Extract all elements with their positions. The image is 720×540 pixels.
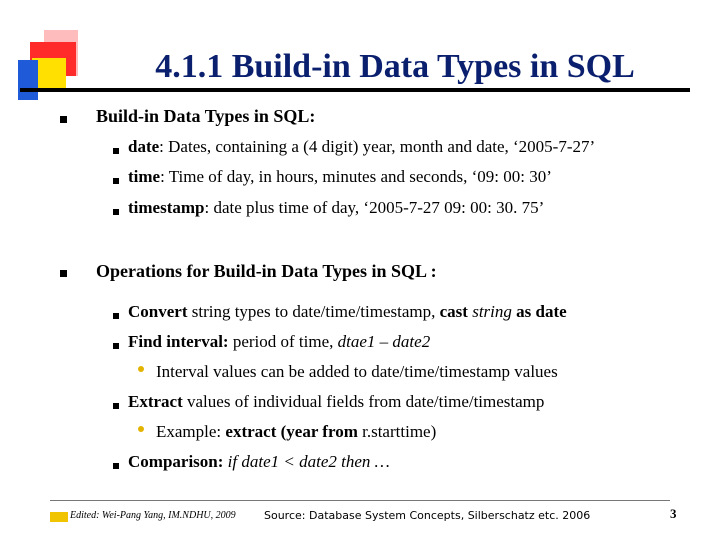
footer-author: Edited: Wei-Pang Yang, IM.NDHU, 2009 <box>70 510 236 521</box>
sub-code: extract (year from <box>225 422 363 441</box>
item-expression: if date1 < date2 then … <box>223 452 390 471</box>
item-text: : Dates, containing a (4 digit) year, month and date, ‘2005-7-27’ <box>159 137 596 156</box>
bullet-2-item-3 <box>128 392 544 412</box>
item-text: : date plus time of day, ‘2005-7-27 09: 00: 30. 75’ <box>204 198 545 217</box>
bullet-2-item-2 <box>128 332 430 352</box>
bullet-square-icon <box>60 270 67 277</box>
sub-bullet-square-icon <box>113 209 119 215</box>
bullet-2-item-3-sub <box>156 422 436 442</box>
bullet-2-item-4 <box>128 452 390 472</box>
bullet-1-item-2 <box>128 167 552 187</box>
dot-bullet-icon <box>138 366 144 372</box>
bullet-1-text: Build-in Data Types in SQL: <box>96 106 316 126</box>
item-term: date <box>128 137 160 156</box>
item-term: Find interval: <box>128 332 229 351</box>
corner-logo <box>0 0 90 100</box>
item-term: time <box>128 167 161 186</box>
item-keyword: cast <box>439 302 468 321</box>
page-number: 3 <box>670 506 677 521</box>
sub-bullet-square-icon <box>113 343 119 349</box>
sub-label: Example: <box>156 422 226 441</box>
sub-bullet-square-icon <box>113 313 119 319</box>
item-text: : Time of day, in hours, minutes and seconds, ‘09: 00: 30’ <box>160 167 552 186</box>
bullet-2-item-1 <box>128 302 567 322</box>
item-term: timestamp <box>128 198 205 217</box>
sub-bullet-square-icon <box>113 148 119 154</box>
logo-blue-square <box>18 60 38 100</box>
item-arg: string <box>467 302 517 321</box>
item-term: Convert <box>128 302 188 321</box>
sub-bullet-square-icon <box>113 178 119 184</box>
dot-bullet-icon <box>138 426 144 432</box>
bullet-2-item-2-sub: Interval values can be added to date/time/timestamp values <box>156 362 558 381</box>
item-text: values of individual fields from date/time/timestamp <box>182 392 545 411</box>
bullet-2-text: Operations for Build-in Data Types in SQL : <box>96 261 437 281</box>
bullet-square-icon <box>60 116 67 123</box>
sub-bullet-square-icon <box>113 463 119 469</box>
title-divider <box>20 88 690 92</box>
footer-source: Source: Database System Concepts, Silberschatz etc. 2006 <box>264 509 591 522</box>
footer-accent-bar <box>50 512 68 522</box>
sub-code-2: r.starttime) <box>362 422 437 441</box>
bullet-1-item-3 <box>128 198 544 218</box>
item-keyword: as date <box>516 302 567 321</box>
item-term: Comparison: <box>128 452 224 471</box>
item-expression: dtae1 – date2 <box>337 332 431 351</box>
item-term: Extract <box>128 392 183 411</box>
slide-title: 4.1.1 Build-in Data Types in SQL <box>155 48 635 85</box>
footer-divider <box>50 500 670 501</box>
bullet-1-item-1 <box>128 137 595 157</box>
sub-bullet-square-icon <box>113 403 119 409</box>
item-text: string types to date/time/timestamp, <box>187 302 440 321</box>
item-text: period of time, <box>228 332 338 351</box>
